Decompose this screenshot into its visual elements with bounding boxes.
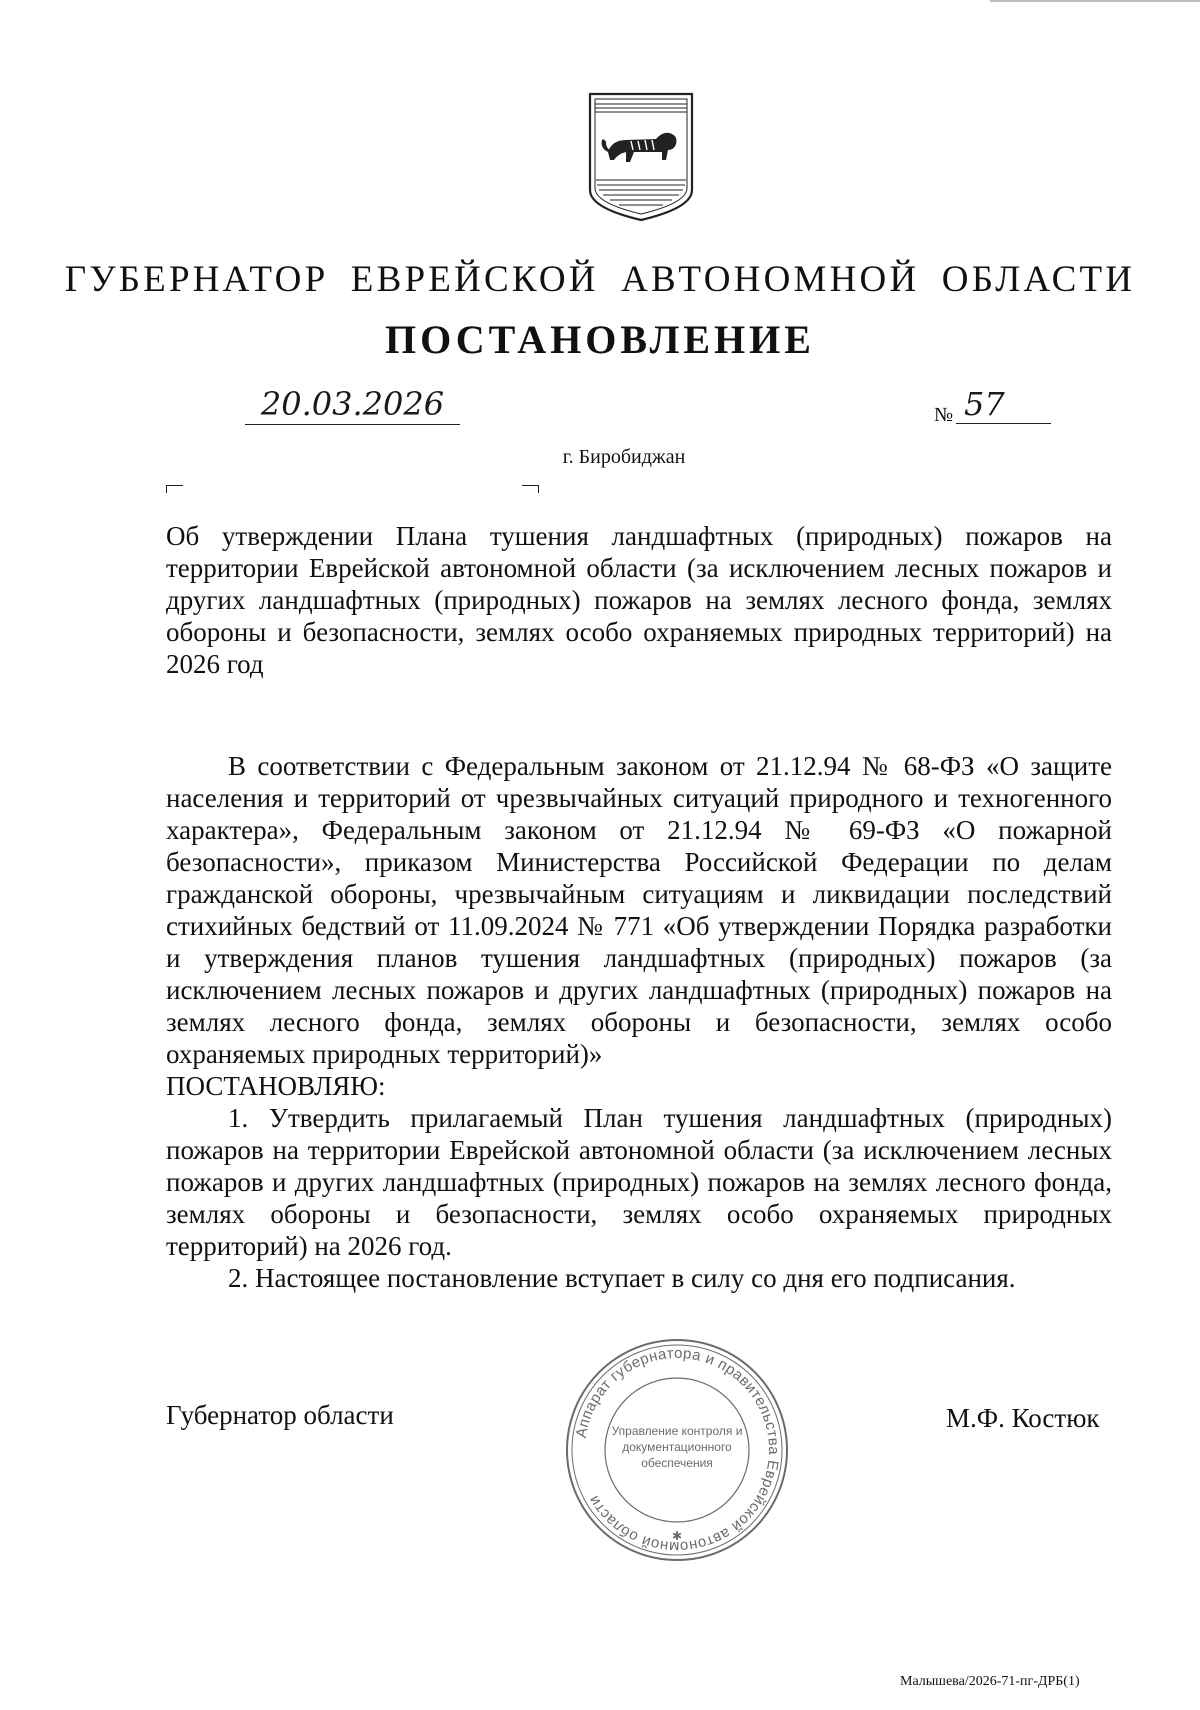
- decree-item: 1. Утвердить прилагаемый План тушения ландшафтных (природных) пожаров на территории Еврейской автономной области (за исключением лесных пожаров и других ландшафтных (природных) пожаров на землях лесного фонда, землях обороны и безопасности, землях особо охраняемых природных территорий) на 2026 год.: [166, 1103, 1112, 1261]
- subject-corner-right: [522, 485, 539, 493]
- preamble-paragraph: В соответствии с Федеральным законом от 21.12.94 № 68-ФЗ «О защите населения и территорий от чрезвычайных ситуаций природного и техногенного характера», Федеральным законом от 21.12.94 № 69-ФЗ «О пожарной безопасности», приказом Министерства Российской Федерации по делам гражданской обороны, чрезвычайным ситуациям и ликвидации последствий стихийных бедствий от 11.09.2024 № 771 «Об утверждении Порядка разработки и утверждения планов тушения ландшафтных (природных) пожаров (за исключением лесных пожаров и других ландшафтных (природных) пожаров на землях лесного фонда, землях обороны и безопасности, землях особо охраняемых природных территорий)»: [166, 751, 1112, 1069]
- coat-of-arms-icon: [586, 90, 696, 224]
- seal-star-icon: ✱: [671, 1529, 683, 1543]
- city-name: г. Биробиджан: [562, 446, 686, 468]
- decree-item: 2. Настоящее постановление вступает в силу со дня его подписания.: [228, 1263, 1016, 1293]
- document-date: 20.03.2026: [245, 384, 460, 425]
- document-type: ПОСТАНОВЛЕНИЕ: [385, 317, 815, 362]
- document-body: [166, 750, 1112, 1294]
- official-seal-stamp: [562, 1335, 792, 1565]
- signatory-name: М.Ф. Костюк: [946, 1403, 1100, 1433]
- authority-title: ГУБЕРНАТОР ЕВРЕЙСКОЙ АВТОНОМНОЙ ОБЛАСТИ: [64, 259, 1136, 300]
- scan-edge-line: [990, 0, 1200, 2]
- document-number: 57: [956, 384, 1051, 424]
- signatory-role: Губернатор области: [166, 1400, 394, 1430]
- number-label: №: [934, 404, 954, 426]
- document-subject: Об утверждении Плана тушения ландшафтных (природных) пожаров на территории Еврейской автономной области (за исключением лесных пожаров и других ландшафтных (природных) пожаров на землях лесного фонда, землях обороны и безопасности, землях особо охраняемых природных территорий) на 2026 год: [166, 521, 1112, 679]
- seal-outer-text: Аппарат губернатора и правительства Еврейской автономной области: [572, 1344, 783, 1556]
- seal-inner-line: обеспечения: [641, 1456, 713, 1470]
- seal-inner-line: Управление контроля и: [611, 1424, 743, 1438]
- seal-inner-line: документационного: [622, 1440, 732, 1454]
- executor-reference: Малышева/2026-71-пг-ДРБ(1): [900, 1674, 1080, 1689]
- subject-corner-left: [166, 485, 183, 493]
- decree-word: ПОСТАНОВЛЯЮ:: [166, 1071, 386, 1101]
